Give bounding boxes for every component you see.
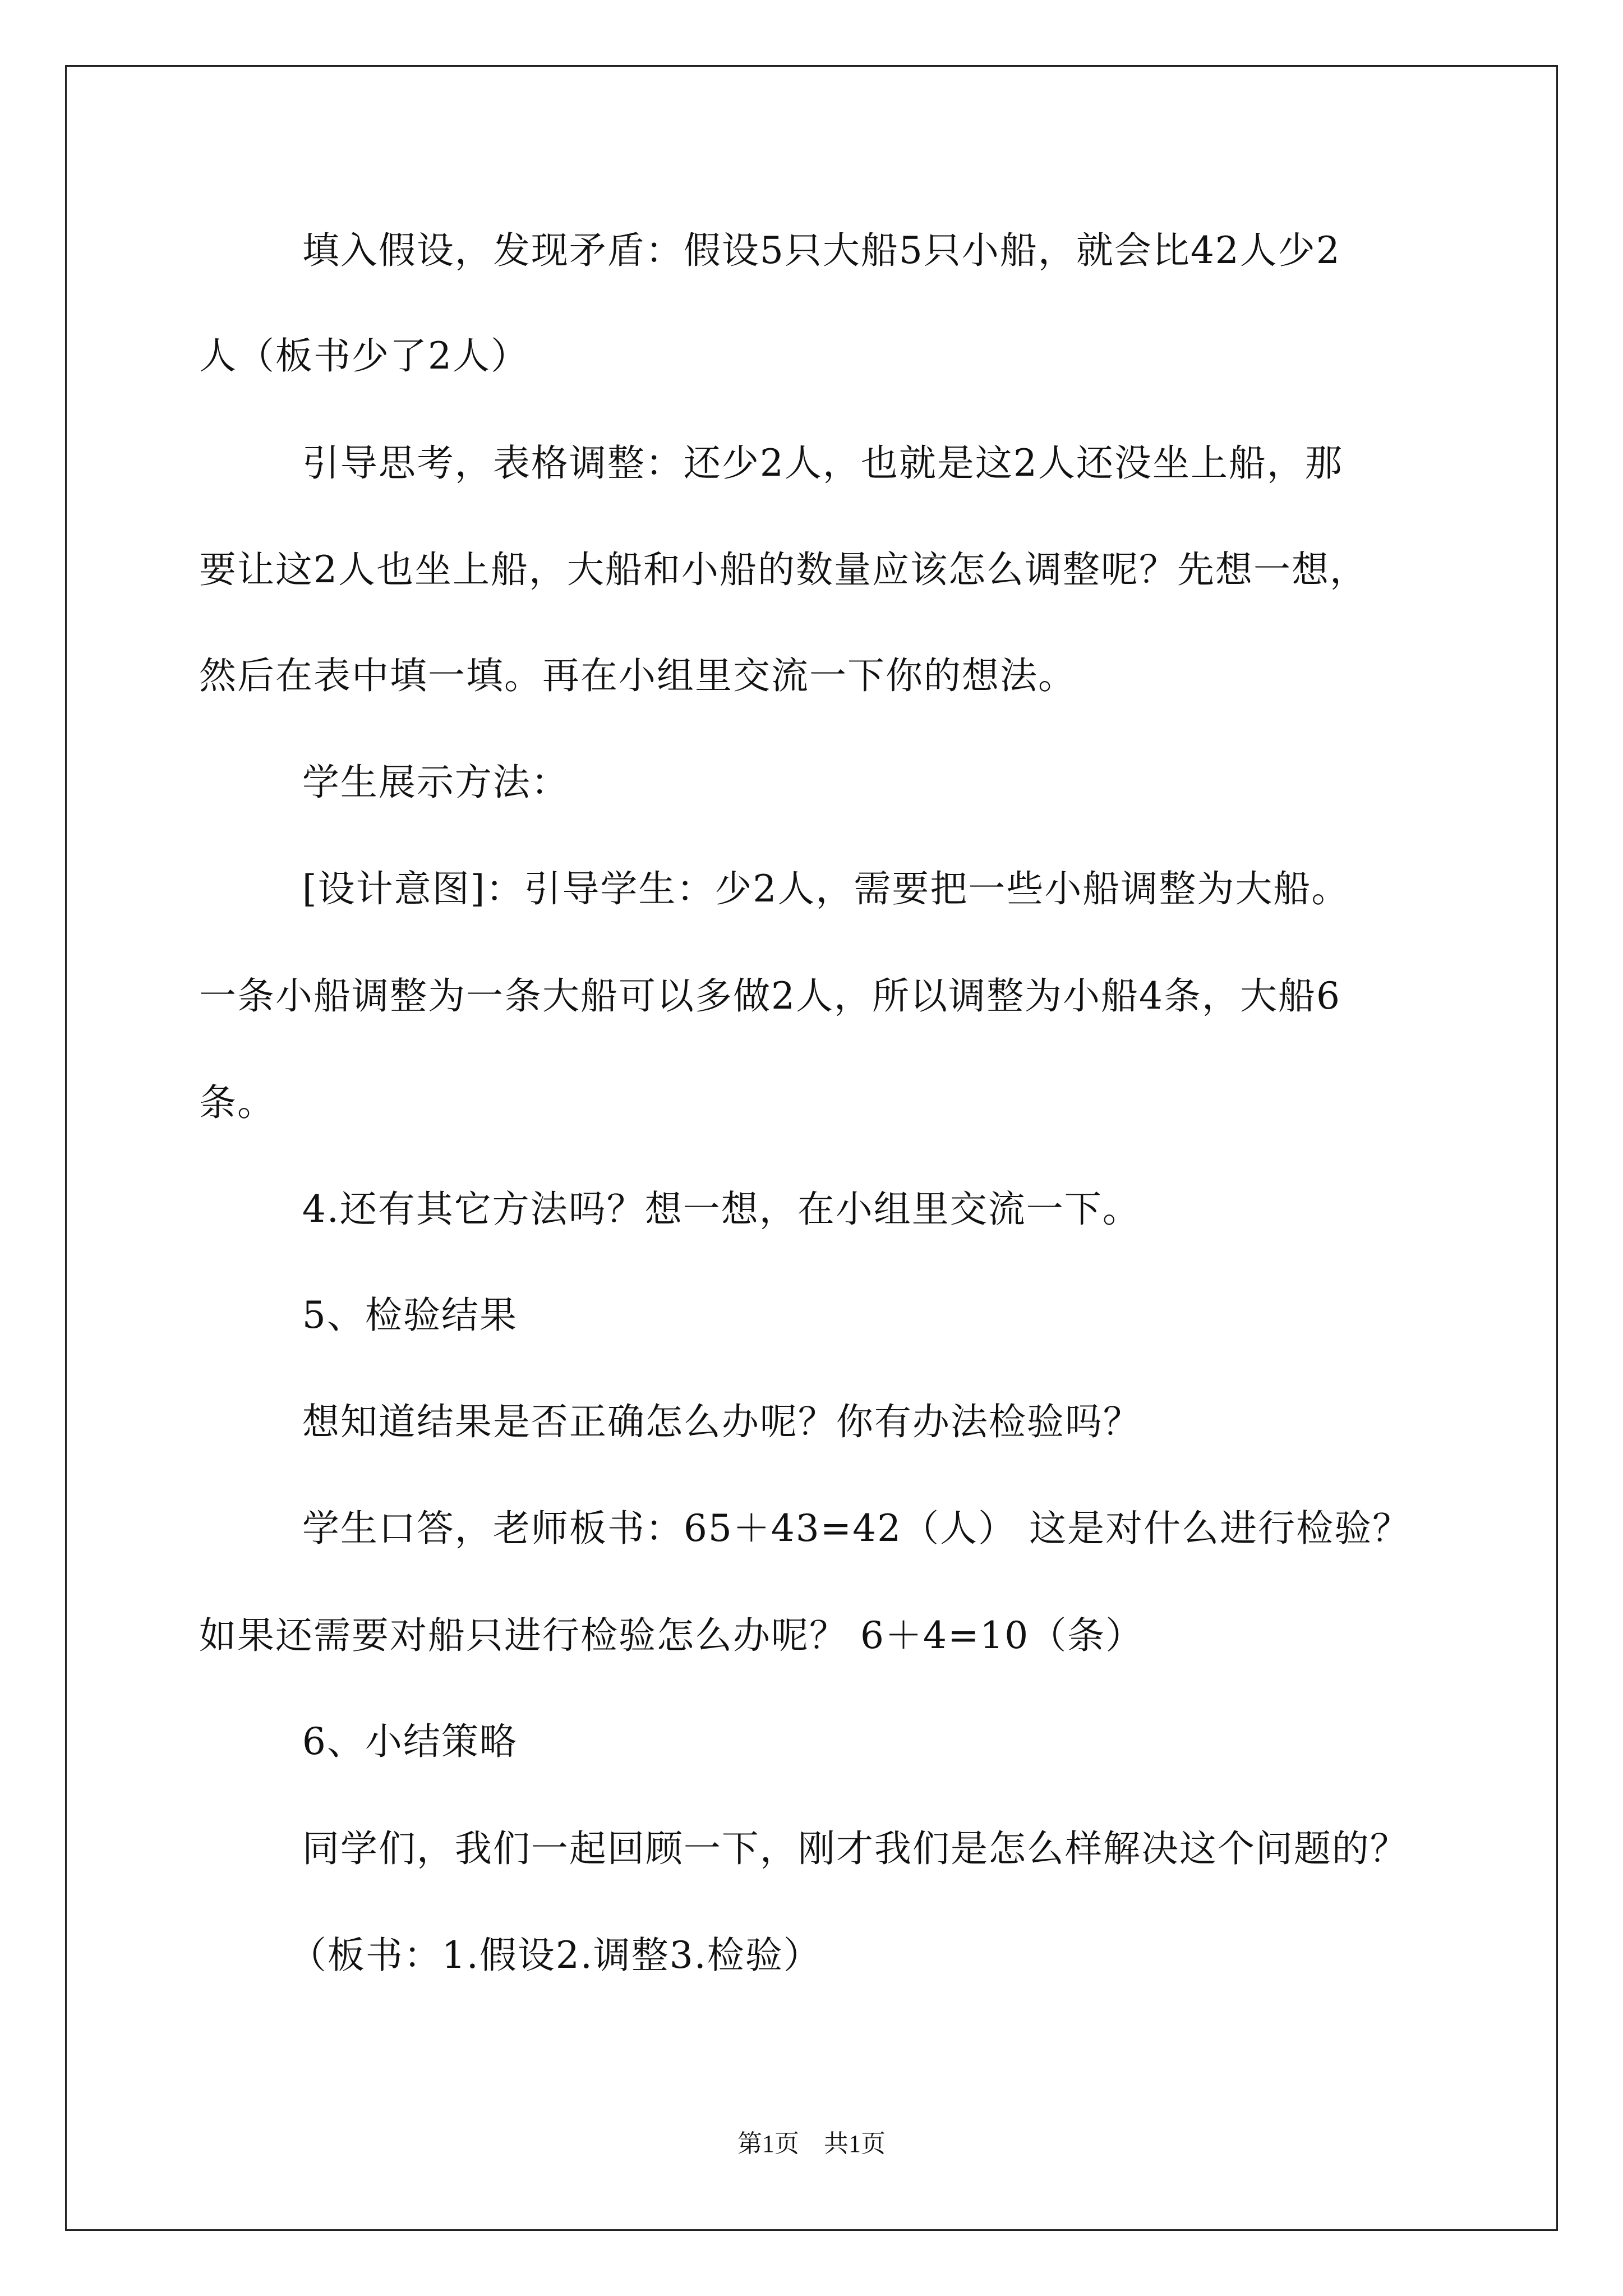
page-border <box>65 65 1558 2231</box>
text-line-8: 一条小船调整为一条大船可以多做2人，所以调整为小船4条，大船6 <box>199 974 1341 1018</box>
text-line-11: 5、检验结果 <box>199 1294 518 1337</box>
text-line-15: 6、小结策略 <box>199 1720 518 1763</box>
page-footer: 第1页 共1页 <box>737 2130 886 2157</box>
text-line-1: 填入假设，发现矛盾：假设5只大船5只小船，就会比42人少2 <box>199 229 1341 272</box>
text-line-13: 学生口答，老师板书：65＋43=42（人） 这是对什么进行检验？ <box>199 1507 1411 1550</box>
text-line-17: （板书：1.假设2.调整3.检验） <box>199 1934 822 1977</box>
text-line-16: 同学们，我们一起回顾一下，刚才我们是怎么样解决这个问题的？ <box>199 1827 1408 1870</box>
text-line-6: 学生展示方法： <box>199 761 569 804</box>
text-line-12: 想知道结果是否正确怎么办呢？你有办法检验吗？ <box>199 1400 1141 1443</box>
text-line-2: 人（板书少了2人） <box>199 334 529 378</box>
text-line-3: 引导思考，表格调整：还少2人，也就是这2人还没坐上船，那 <box>199 441 1343 485</box>
text-line-4: 要让这2人也坐上船，大船和小船的数量应该怎么调整呢？先想一想， <box>199 548 1368 591</box>
text-line-9: 条。 <box>199 1081 275 1124</box>
text-line-14: 如果还需要对船只进行检验怎么办呢？ 6＋4=10（条） <box>199 1614 1144 1657</box>
text-line-10: 4.还有其它方法吗？想一想，在小组里交流一下。 <box>199 1188 1141 1231</box>
text-line-5: 然后在表中填一填。再在小组里交流一下你的想法。 <box>199 654 1076 697</box>
text-line-7: [设计意图]：引导学生：少2人，需要把一些小船调整为大船。 <box>199 867 1350 910</box>
